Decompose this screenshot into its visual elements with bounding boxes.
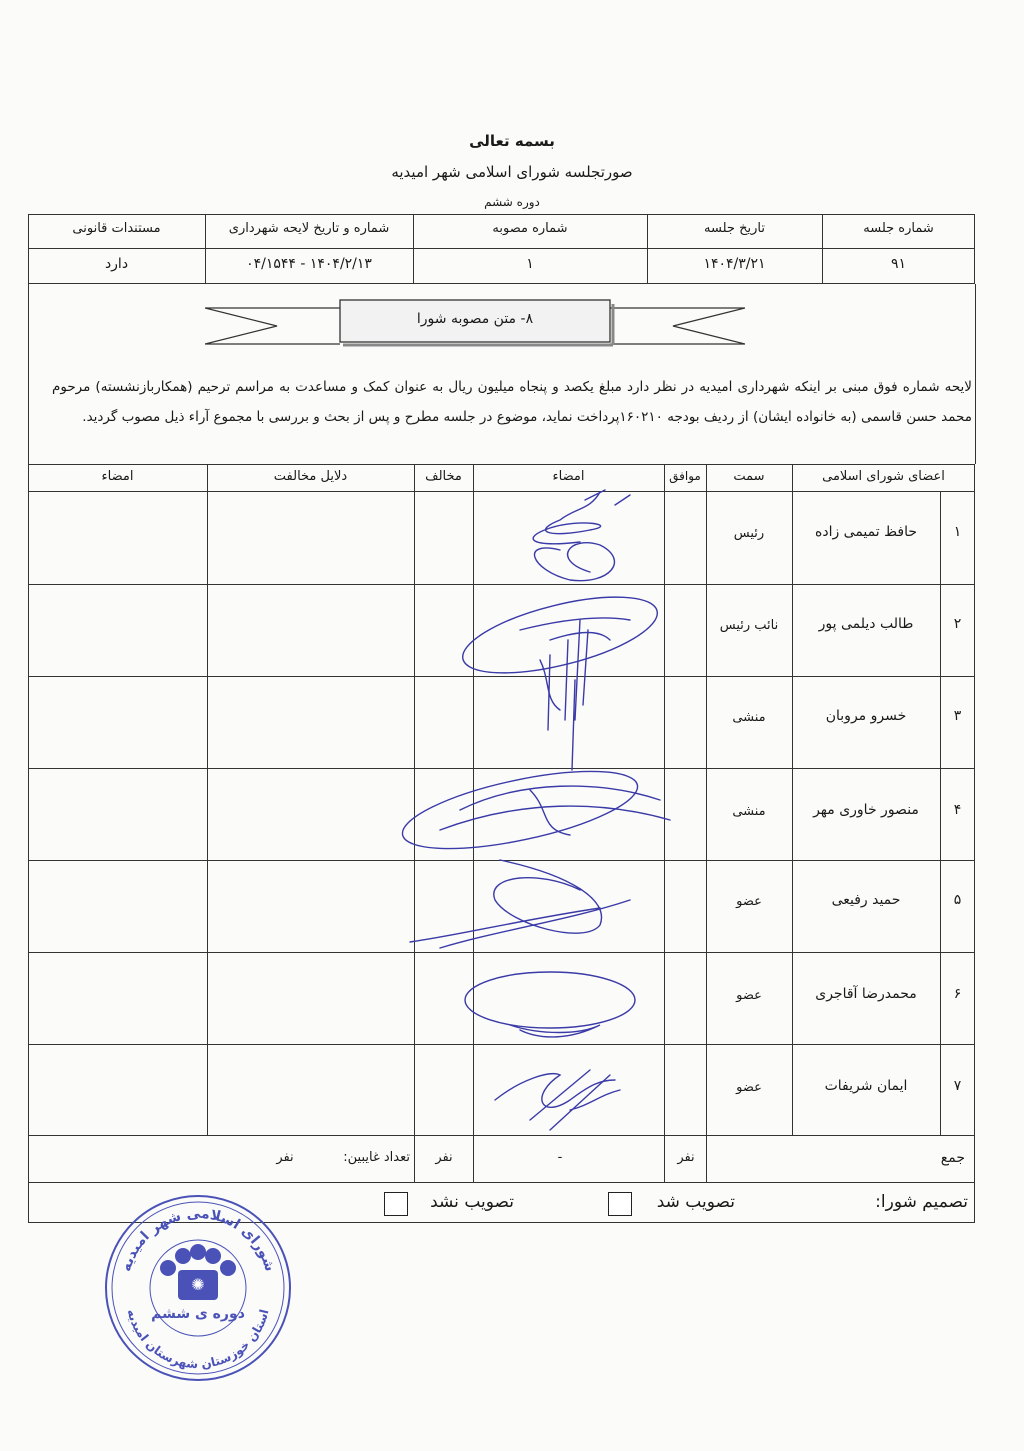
member-role-3: منشی	[732, 710, 766, 725]
stamp-bottom-text: استان خوزستان شهرستان امیدیه	[124, 1307, 272, 1372]
absent-label: تعداد غایبین:	[343, 1150, 410, 1165]
votes-header-oppose: مخالف	[425, 469, 462, 484]
member-name-5: حمید رفیعی	[831, 892, 901, 908]
meta-header-resolution-number: شماره مصوبه	[492, 221, 568, 236]
meta-header-legal-docs: مستندات قانونی	[72, 221, 161, 236]
member-name-6: محمدرضا آقاجری	[815, 986, 917, 1002]
member-role-5: عضو	[736, 894, 762, 909]
member-role-7: عضو	[736, 1080, 762, 1095]
votes-header-reasons: دلایل مخالفت	[273, 469, 348, 484]
member-name-1: حافظ تمیمی زاده	[815, 524, 917, 540]
meta-value-resolution-number: ۱	[526, 256, 534, 272]
meta-value-session-number: ۹۱	[890, 256, 907, 272]
meta-value-bill-number-date: ۱۴۰۴/۲/۱۳ - ۰۴/۱۵۴۴	[246, 256, 372, 272]
doc-title: بسمه تعالی	[469, 132, 555, 150]
resolution-text: لایحه شماره فوق مبنی بر اینکه شهرداری امیدیه در نظر دارد مبلغ یکصد و پنجاه میلیون ریال به عنوان کمک و مساعدت به مراسم ترحیم (همکاربازنشسته) مرحوم محمد حسن قاسمی (به خانواده ایشان) از ردیف بودجه ۱۶۰۲۱۰پرداخت نماید، موضوع در جلسه مطرح و پس از بحث و بررسی با مجموع آراء ذیل مصوب گردید.	[52, 379, 972, 425]
member-role-2: نائب رئیس	[719, 618, 779, 633]
member-num-2: ۲	[953, 616, 962, 632]
absent-unit: نفر	[276, 1150, 294, 1165]
totals-oppose-unit: نفر	[435, 1150, 453, 1165]
member-name-7: ایمان شریفات	[824, 1078, 908, 1094]
votes-header-agree: موافق	[669, 469, 701, 483]
member-num-1: ۱	[953, 524, 962, 540]
meta-header-session-number: شماره جلسه	[863, 221, 934, 236]
member-num-5: ۵	[953, 892, 962, 908]
svg-text:✺: ✺	[191, 1275, 205, 1294]
meta-header-bill-number-date: شماره و تاریخ لایحه شهرداری	[228, 221, 390, 236]
meta-value-session-date: ۱۴۰۴/۳/۲۱	[703, 256, 766, 272]
totals-row	[28, 1136, 975, 1183]
member-name-2: طالب دیلمی پور	[818, 616, 914, 632]
totals-agree-unit: نفر	[677, 1150, 695, 1165]
votes-header-sign: امضاء	[552, 469, 585, 484]
meta-header-session-date: تاریخ جلسه	[704, 221, 765, 236]
votes-header-sign2: امضاء	[101, 469, 134, 484]
decision-rejected-label: تصویب نشد	[430, 1192, 514, 1212]
member-num-6: ۶	[953, 986, 962, 1002]
member-name-3: خسرو مروبان	[825, 708, 907, 724]
member-role-6: عضو	[736, 988, 762, 1003]
member-role-4: منشی	[732, 804, 766, 819]
totals-label: جمع	[940, 1150, 965, 1166]
stamp-center-text: دوره ی ششم	[151, 1306, 245, 1322]
member-name-4: منصور خاوری مهر	[813, 802, 919, 818]
official-stamp	[98, 1188, 298, 1388]
signatures-handwritten	[400, 480, 700, 1140]
decision-label: تصمیم شورا:	[875, 1192, 968, 1212]
approved-checkbox[interactable]	[608, 1192, 632, 1216]
member-num-4: ۴	[953, 802, 962, 818]
stamp-top-text: شورای اسلامی شهر امیدیه	[118, 1205, 278, 1274]
meta-value-legal-docs: دارد	[104, 256, 129, 272]
votes-header-members: اعضای شورای اسلامی	[822, 469, 945, 484]
member-num-7: ۷	[953, 1078, 962, 1094]
decision-approved-label: تصویب شد	[656, 1192, 735, 1212]
member-role-1: رئیس	[733, 526, 765, 541]
doc-subtitle: صورتجلسه شورای اسلامی شهر امیدیه	[391, 163, 633, 181]
banner-text: ۸- متن مصوبه شورا	[416, 311, 534, 327]
totals-oppose-dash: -	[557, 1150, 563, 1165]
stamp-emblem-icon	[160, 1244, 236, 1300]
votes-header-role: سمت	[733, 469, 765, 484]
rejected-checkbox[interactable]	[384, 1192, 408, 1216]
member-num-3: ۳	[953, 708, 962, 724]
doc-term: دوره ششم	[484, 195, 540, 209]
